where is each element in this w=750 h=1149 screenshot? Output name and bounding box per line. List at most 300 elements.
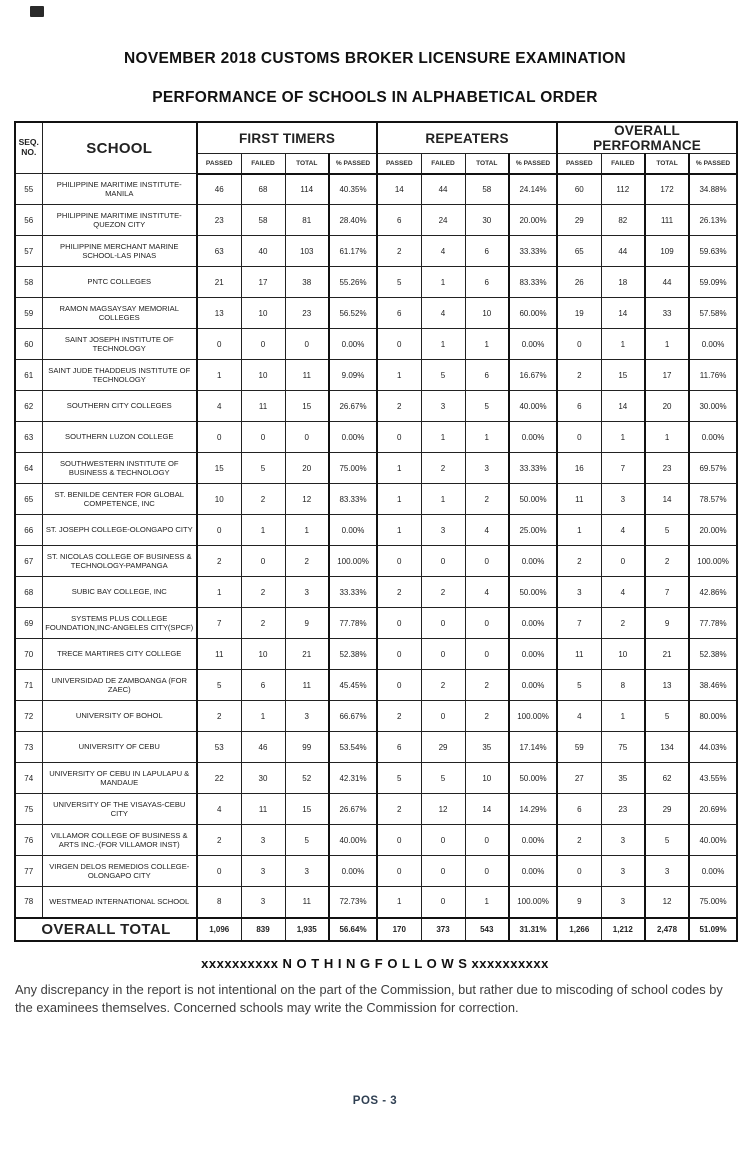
- stat-cell: 6: [557, 391, 601, 422]
- stat-cell: 52.38%: [689, 639, 737, 670]
- stat-cell: 5: [465, 391, 509, 422]
- stat-cell: 111: [645, 205, 689, 236]
- seq-no-cell: 73: [15, 732, 42, 763]
- school-name-cell: ST. JOSEPH COLLEGE-OLONGAPO CITY: [42, 515, 197, 546]
- school-name-cell: VIRGEN DELOS REMEDIOS COLLEGE-OLONGAPO CITY: [42, 856, 197, 887]
- stat-cell: 14: [601, 298, 645, 329]
- stat-cell: 68: [241, 174, 285, 205]
- total-stat-cell: 2,478: [645, 918, 689, 941]
- stat-cell: 10: [241, 298, 285, 329]
- school-name-cell: SOUTHERN LUZON COLLEGE: [42, 422, 197, 453]
- stat-cell: 53.54%: [329, 732, 377, 763]
- stat-cell: 23: [285, 298, 329, 329]
- stat-cell: 28.40%: [329, 205, 377, 236]
- stat-cell: 6: [377, 205, 421, 236]
- stat-cell: 4: [465, 577, 509, 608]
- stat-cell: 17: [645, 360, 689, 391]
- subcolumn-header-total: TOTAL: [465, 154, 509, 174]
- total-stat-cell: 1,266: [557, 918, 601, 941]
- seq-no-cell: 75: [15, 794, 42, 825]
- stat-cell: 4: [601, 577, 645, 608]
- stat-cell: 29: [557, 205, 601, 236]
- stat-cell: 0.00%: [329, 515, 377, 546]
- stat-cell: 15: [197, 453, 241, 484]
- stat-cell: 1: [197, 360, 241, 391]
- stat-cell: 5: [645, 825, 689, 856]
- total-stat-cell: 51.09%: [689, 918, 737, 941]
- total-stat-cell: 56.64%: [329, 918, 377, 941]
- stat-cell: 0: [377, 670, 421, 701]
- stat-cell: 75.00%: [689, 887, 737, 918]
- stat-cell: 1: [421, 267, 465, 298]
- stat-cell: 1: [197, 577, 241, 608]
- group-header-first-timers: FIRST TIMERS: [197, 122, 377, 154]
- stat-cell: 5: [421, 763, 465, 794]
- stat-cell: 20.00%: [689, 515, 737, 546]
- stat-cell: 59.09%: [689, 267, 737, 298]
- stat-cell: 20.00%: [509, 205, 557, 236]
- stat-cell: 1: [377, 360, 421, 391]
- stat-cell: 23: [197, 205, 241, 236]
- stat-cell: 0: [465, 608, 509, 639]
- stat-cell: 1: [285, 515, 329, 546]
- stat-cell: 56.52%: [329, 298, 377, 329]
- stat-cell: 61.17%: [329, 236, 377, 267]
- stat-cell: 0: [377, 422, 421, 453]
- stat-cell: 35: [465, 732, 509, 763]
- stat-cell: 0.00%: [509, 639, 557, 670]
- stat-cell: 0: [421, 701, 465, 732]
- stat-cell: 11: [241, 391, 285, 422]
- stat-cell: 40.00%: [329, 825, 377, 856]
- stat-cell: 5: [377, 763, 421, 794]
- stat-cell: 19: [557, 298, 601, 329]
- seq-no-cell: 64: [15, 453, 42, 484]
- stat-cell: 3: [285, 577, 329, 608]
- stat-cell: 13: [645, 670, 689, 701]
- stat-cell: 0: [197, 515, 241, 546]
- stat-cell: 100.00%: [509, 887, 557, 918]
- stat-cell: 0: [601, 546, 645, 577]
- school-name-cell: SAINT JOSEPH INSTITUTE OF TECHNOLOGY: [42, 329, 197, 360]
- stat-cell: 99: [285, 732, 329, 763]
- subcolumn-header-failed: FAILED: [601, 154, 645, 174]
- stat-cell: 52.38%: [329, 639, 377, 670]
- stat-cell: 26.13%: [689, 205, 737, 236]
- stat-cell: 40.35%: [329, 174, 377, 205]
- stat-cell: 0: [197, 329, 241, 360]
- stat-cell: 5: [285, 825, 329, 856]
- table-row: [15, 732, 737, 763]
- table-row: [15, 205, 737, 236]
- stat-cell: 0: [377, 608, 421, 639]
- stat-cell: 22: [197, 763, 241, 794]
- stat-cell: 2: [377, 577, 421, 608]
- stat-cell: 10: [197, 484, 241, 515]
- stat-cell: 0: [557, 329, 601, 360]
- stat-cell: 2: [197, 701, 241, 732]
- stat-cell: 2: [377, 236, 421, 267]
- table-row: [15, 763, 737, 794]
- table-row: [15, 484, 737, 515]
- seq-no-cell: 72: [15, 701, 42, 732]
- stat-cell: 0: [285, 422, 329, 453]
- school-name-cell: UNIVERSITY OF BOHOL: [42, 701, 197, 732]
- group-header-repeaters: REPEATERS: [377, 122, 557, 154]
- stat-cell: 1: [465, 887, 509, 918]
- stat-cell: 0: [421, 825, 465, 856]
- stat-cell: 40.00%: [689, 825, 737, 856]
- stat-cell: 1: [377, 515, 421, 546]
- seq-no-cell: 70: [15, 639, 42, 670]
- stat-cell: 3: [241, 856, 285, 887]
- group-header-overall-performance: OVERALL PERFORMANCE: [557, 122, 737, 154]
- stat-cell: 0: [241, 329, 285, 360]
- stat-cell: 5: [241, 453, 285, 484]
- stat-cell: 50.00%: [509, 763, 557, 794]
- stat-cell: 7: [601, 453, 645, 484]
- stat-cell: 0: [377, 546, 421, 577]
- table-row: [15, 453, 737, 484]
- stat-cell: 4: [197, 391, 241, 422]
- stat-cell: 134: [645, 732, 689, 763]
- stat-cell: 3: [601, 825, 645, 856]
- seq-no-cell: 71: [15, 670, 42, 701]
- stat-cell: 57.58%: [689, 298, 737, 329]
- seq-no-cell: 61: [15, 360, 42, 391]
- stat-cell: 80.00%: [689, 701, 737, 732]
- seq-no-cell: 58: [15, 267, 42, 298]
- stat-cell: 109: [645, 236, 689, 267]
- table-row: [15, 329, 737, 360]
- total-stat-cell: 1,096: [197, 918, 241, 941]
- column-header-seq-no: SEQ. NO.: [15, 122, 42, 174]
- stat-cell: 81: [285, 205, 329, 236]
- stat-cell: 2: [285, 546, 329, 577]
- stat-cell: 100.00%: [509, 701, 557, 732]
- school-name-cell: UNIVERSIDAD DE ZAMBOANGA (FOR ZAEC): [42, 670, 197, 701]
- stat-cell: 0.00%: [689, 329, 737, 360]
- stat-cell: 0: [421, 887, 465, 918]
- stat-cell: 2: [377, 391, 421, 422]
- subcolumn-header-failed: FAILED: [421, 154, 465, 174]
- school-name-cell: PNTC COLLEGES: [42, 267, 197, 298]
- stat-cell: 0: [465, 856, 509, 887]
- stat-cell: 1: [421, 422, 465, 453]
- stat-cell: 3: [645, 856, 689, 887]
- stat-cell: 1: [421, 484, 465, 515]
- stat-cell: 112: [601, 174, 645, 205]
- stat-cell: 1: [601, 329, 645, 360]
- stat-cell: 58: [465, 174, 509, 205]
- stat-cell: 11: [241, 794, 285, 825]
- stat-cell: 10: [241, 639, 285, 670]
- school-name-cell: UNIVERSITY OF CEBU: [42, 732, 197, 763]
- stat-cell: 0.00%: [509, 825, 557, 856]
- school-name-cell: UNIVERSITY OF CEBU IN LAPULAPU & MANDAUE: [42, 763, 197, 794]
- stat-cell: 75: [601, 732, 645, 763]
- seq-no-cell: 60: [15, 329, 42, 360]
- stat-cell: 23: [645, 453, 689, 484]
- stat-cell: 1: [241, 701, 285, 732]
- stat-cell: 0.00%: [509, 422, 557, 453]
- stat-cell: 29: [421, 732, 465, 763]
- stat-cell: 11.76%: [689, 360, 737, 391]
- stat-cell: 1: [377, 453, 421, 484]
- stat-cell: 16.67%: [509, 360, 557, 391]
- stat-cell: 2: [377, 794, 421, 825]
- stat-cell: 2: [465, 484, 509, 515]
- seq-no-cell: 55: [15, 174, 42, 205]
- stat-cell: 50.00%: [509, 577, 557, 608]
- stat-cell: 4: [601, 515, 645, 546]
- school-name-cell: VILLAMOR COLLEGE OF BUSINESS & ARTS INC.-(FOR VILLAMOR INST): [42, 825, 197, 856]
- page-number: POS - 3: [352, 1095, 398, 1107]
- stat-cell: 34.88%: [689, 174, 737, 205]
- stat-cell: 12: [285, 484, 329, 515]
- stat-cell: 15: [601, 360, 645, 391]
- stat-cell: 24.14%: [509, 174, 557, 205]
- stat-cell: 8: [601, 670, 645, 701]
- seq-no-cell: 66: [15, 515, 42, 546]
- seq-no-cell: 76: [15, 825, 42, 856]
- overall-total-row: [15, 918, 737, 941]
- stat-cell: 65: [557, 236, 601, 267]
- table-row: [15, 856, 737, 887]
- stat-cell: 17: [241, 267, 285, 298]
- stat-cell: 44: [645, 267, 689, 298]
- table-row: [15, 639, 737, 670]
- stat-cell: 11: [197, 639, 241, 670]
- stat-cell: 44: [601, 236, 645, 267]
- stat-cell: 11: [557, 484, 601, 515]
- stat-cell: 4: [465, 515, 509, 546]
- stat-cell: 33.33%: [509, 453, 557, 484]
- stat-cell: 0.00%: [689, 422, 737, 453]
- stat-cell: 0: [557, 422, 601, 453]
- stat-cell: 50.00%: [509, 484, 557, 515]
- stat-cell: 35: [601, 763, 645, 794]
- stat-cell: 13: [197, 298, 241, 329]
- stat-cell: 14: [377, 174, 421, 205]
- stat-cell: 33.33%: [329, 577, 377, 608]
- stat-cell: 4: [557, 701, 601, 732]
- stat-cell: 2: [197, 825, 241, 856]
- subcolumn-header--passed: % PASSED: [509, 154, 557, 174]
- stat-cell: 7: [197, 608, 241, 639]
- stat-cell: 26.67%: [329, 391, 377, 422]
- stat-cell: 60: [557, 174, 601, 205]
- stat-cell: 20.69%: [689, 794, 737, 825]
- stat-cell: 0: [421, 639, 465, 670]
- school-name-cell: UNIVERSITY OF THE VISAYAS-CEBU CITY: [42, 794, 197, 825]
- stat-cell: 17.14%: [509, 732, 557, 763]
- stat-cell: 2: [557, 546, 601, 577]
- stat-cell: 11: [285, 360, 329, 391]
- school-name-cell: SYSTEMS PLUS COLLEGE FOUNDATION,INC-ANGELES CITY(SPCF): [42, 608, 197, 639]
- stat-cell: 18: [601, 267, 645, 298]
- stat-cell: 83.33%: [329, 484, 377, 515]
- disclaimer-text: Any discrepancy in the report is not intentional on the part of the Commission, but rather due to miscoding of school codes by the examinees themselves. Concerned schools may write the Commission for correction.: [15, 982, 723, 1015]
- stat-cell: 3: [465, 453, 509, 484]
- stat-cell: 27: [557, 763, 601, 794]
- stat-cell: 2: [377, 701, 421, 732]
- table-row: [15, 794, 737, 825]
- stat-cell: 12: [645, 887, 689, 918]
- stat-cell: 63: [197, 236, 241, 267]
- stat-cell: 3: [421, 515, 465, 546]
- table-row: [15, 887, 737, 918]
- school-name-cell: SUBIC BAY COLLEGE, INC: [42, 577, 197, 608]
- stat-cell: 5: [197, 670, 241, 701]
- stat-cell: 5: [557, 670, 601, 701]
- stat-cell: 0: [197, 422, 241, 453]
- stat-cell: 26: [557, 267, 601, 298]
- stat-cell: 21: [645, 639, 689, 670]
- stat-cell: 30: [241, 763, 285, 794]
- table-row: [15, 577, 737, 608]
- stat-cell: 5: [645, 515, 689, 546]
- subcolumn-header-passed: PASSED: [377, 154, 421, 174]
- stat-cell: 12: [421, 794, 465, 825]
- stat-cell: 40: [241, 236, 285, 267]
- stat-cell: 3: [601, 887, 645, 918]
- stat-cell: 2: [601, 608, 645, 639]
- table-row: [15, 391, 737, 422]
- stat-cell: 11: [557, 639, 601, 670]
- stat-cell: 2: [645, 546, 689, 577]
- stat-cell: 4: [421, 236, 465, 267]
- table-row: [15, 174, 737, 205]
- stat-cell: 3: [285, 856, 329, 887]
- document-subtitle: PERFORMANCE OF SCHOOLS IN ALPHABETICAL ORDER: [152, 89, 598, 106]
- table-row: [15, 515, 737, 546]
- stat-cell: 0.00%: [329, 329, 377, 360]
- stat-cell: 26.67%: [329, 794, 377, 825]
- subcolumn-header-total: TOTAL: [285, 154, 329, 174]
- stat-cell: 100.00%: [329, 546, 377, 577]
- stat-cell: 0: [197, 856, 241, 887]
- stat-cell: 0.00%: [509, 856, 557, 887]
- stat-cell: 0.00%: [509, 608, 557, 639]
- document-title: NOVEMBER 2018 CUSTOMS BROKER LICENSURE EXAMINATION: [124, 50, 626, 67]
- total-stat-cell: 373: [421, 918, 465, 941]
- stat-cell: 7: [645, 577, 689, 608]
- stat-cell: 2: [241, 608, 285, 639]
- stat-cell: 75.00%: [329, 453, 377, 484]
- school-name-cell: WESTMEAD INTERNATIONAL SCHOOL: [42, 887, 197, 918]
- stat-cell: 33.33%: [509, 236, 557, 267]
- stat-cell: 100.00%: [689, 546, 737, 577]
- stat-cell: 10: [465, 763, 509, 794]
- stat-cell: 5: [421, 360, 465, 391]
- stat-cell: 9: [645, 608, 689, 639]
- total-stat-cell: 1,935: [285, 918, 329, 941]
- seq-no-cell: 67: [15, 546, 42, 577]
- stat-cell: 114: [285, 174, 329, 205]
- stat-cell: 5: [377, 267, 421, 298]
- stat-cell: 52: [285, 763, 329, 794]
- stat-cell: 82: [601, 205, 645, 236]
- stat-cell: 77.78%: [689, 608, 737, 639]
- stat-cell: 33: [645, 298, 689, 329]
- stat-cell: 0: [421, 546, 465, 577]
- stat-cell: 0: [377, 639, 421, 670]
- stat-cell: 0.00%: [509, 546, 557, 577]
- stat-cell: 20: [285, 453, 329, 484]
- school-name-cell: ST. BENILDE CENTER FOR GLOBAL COMPETENCE, INC: [42, 484, 197, 515]
- table-row: [15, 670, 737, 701]
- stat-cell: 14: [601, 391, 645, 422]
- scan-artifact-mark: [30, 6, 44, 17]
- stat-cell: 45.45%: [329, 670, 377, 701]
- stat-cell: 2: [241, 484, 285, 515]
- stat-cell: 1: [645, 422, 689, 453]
- stat-cell: 46: [197, 174, 241, 205]
- stat-cell: 11: [285, 670, 329, 701]
- seq-no-cell: 62: [15, 391, 42, 422]
- stat-cell: 21: [285, 639, 329, 670]
- stat-cell: 6: [465, 360, 509, 391]
- stat-cell: 0: [465, 639, 509, 670]
- stat-cell: 2: [465, 701, 509, 732]
- table-row: [15, 360, 737, 391]
- seq-no-cell: 68: [15, 577, 42, 608]
- stat-cell: 8: [197, 887, 241, 918]
- stat-cell: 0: [377, 329, 421, 360]
- stat-cell: 1: [241, 515, 285, 546]
- stat-cell: 3: [285, 701, 329, 732]
- stat-cell: 21: [197, 267, 241, 298]
- stat-cell: 3: [557, 577, 601, 608]
- school-name-cell: TRECE MARTIRES CITY COLLEGE: [42, 639, 197, 670]
- stat-cell: 3: [241, 825, 285, 856]
- stat-cell: 6: [557, 794, 601, 825]
- nothing-follows-text: xxxxxxxxxx N O T H I N G F O L L O W S xxxxxxxxxx: [201, 956, 549, 971]
- school-name-cell: PHILIPPINE MERCHANT MARINE SCHOOL-LAS PINAS: [42, 236, 197, 267]
- stat-cell: 14: [645, 484, 689, 515]
- seq-no-cell: 56: [15, 205, 42, 236]
- seq-no-cell: 65: [15, 484, 42, 515]
- stat-cell: 1: [377, 484, 421, 515]
- stat-cell: 44: [421, 174, 465, 205]
- stat-cell: 172: [645, 174, 689, 205]
- stat-cell: 9.09%: [329, 360, 377, 391]
- school-name-cell: ST. NICOLAS COLLEGE OF BUSINESS & TECHNOLOGY-PAMPANGA: [42, 546, 197, 577]
- stat-cell: 0: [241, 546, 285, 577]
- stat-cell: 40.00%: [509, 391, 557, 422]
- stat-cell: 6: [241, 670, 285, 701]
- total-stat-cell: 170: [377, 918, 421, 941]
- stat-cell: 53: [197, 732, 241, 763]
- stat-cell: 77.78%: [329, 608, 377, 639]
- school-name-cell: RAMON MAGSAYSAY MEMORIAL COLLEGES: [42, 298, 197, 329]
- stat-cell: 2: [421, 670, 465, 701]
- stat-cell: 1: [465, 422, 509, 453]
- school-name-cell: SOUTHERN CITY COLLEGES: [42, 391, 197, 422]
- stat-cell: 6: [377, 732, 421, 763]
- stat-cell: 0.00%: [509, 329, 557, 360]
- stat-cell: 42.31%: [329, 763, 377, 794]
- total-stat-cell: 31.31%: [509, 918, 557, 941]
- stat-cell: 0: [465, 825, 509, 856]
- stat-cell: 7: [557, 608, 601, 639]
- stat-cell: 0: [241, 422, 285, 453]
- stat-cell: 9: [557, 887, 601, 918]
- stat-cell: 55.26%: [329, 267, 377, 298]
- table-row: [15, 267, 737, 298]
- stat-cell: 6: [377, 298, 421, 329]
